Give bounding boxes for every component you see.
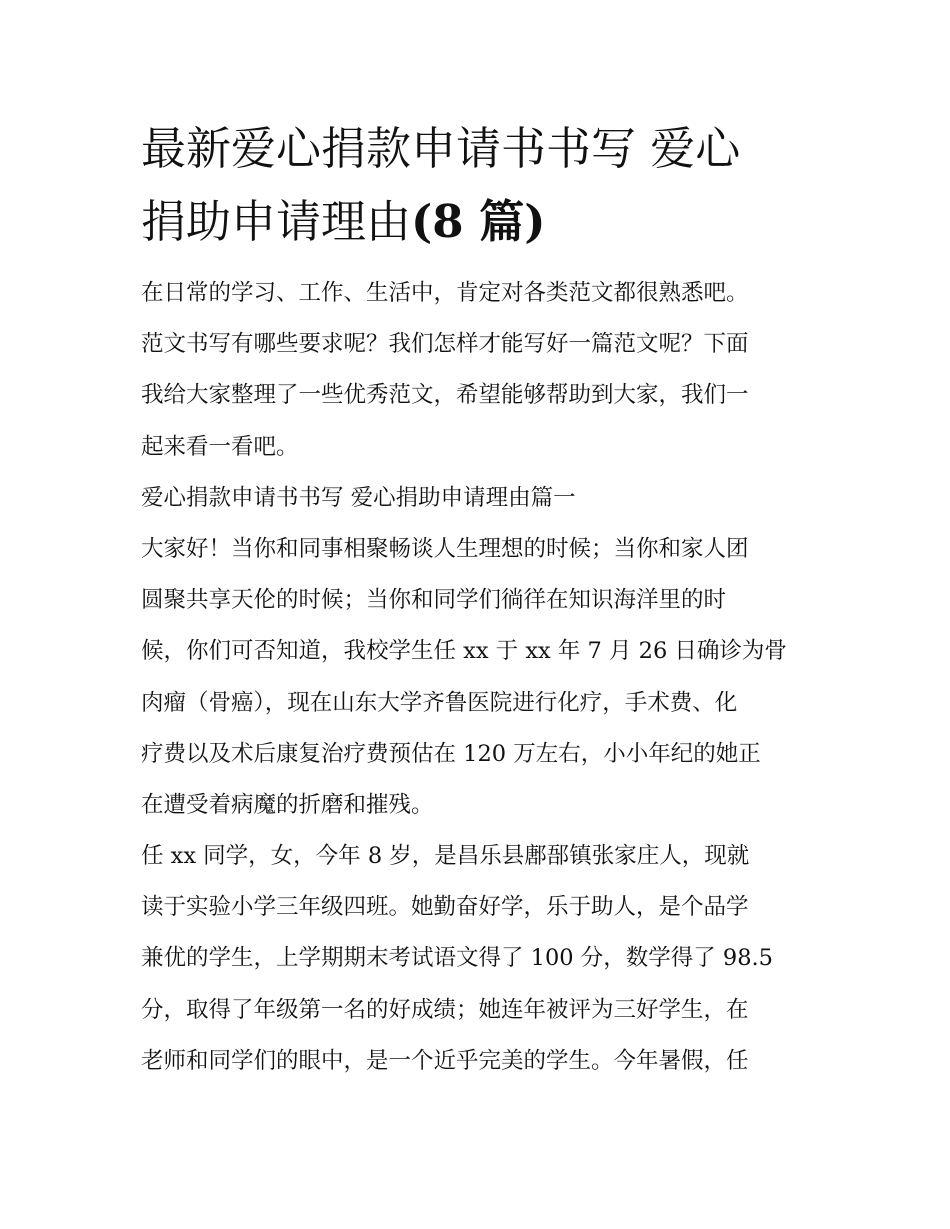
- paragraph-1: [141, 524, 821, 831]
- document-body: [141, 268, 821, 1087]
- document-content: [141, 112, 821, 1087]
- paragraph-line: 圆聚共享天伦的时候；当你和同学们徜徉在知识海洋里的时: [141, 587, 727, 614]
- intro-line: 范文书写有哪些要求呢？我们怎样才能写好一篇范文呢？下面: [141, 331, 749, 358]
- page-title: [141, 112, 821, 258]
- paragraph-line: 在遭受着病魔的折磨和摧残。: [141, 791, 434, 818]
- paragraph-line: 兼优的学生，上学期期末考试语文得了 100 分，数学得了 98.5: [141, 945, 774, 972]
- section-heading-text: 爱心捐款申请书书写 爱心捐助申请理由篇一: [141, 484, 576, 511]
- paragraph-line: 肉瘤（骨癌），现在山东大学齐鲁医院进行化疗，手术费、化: [141, 689, 738, 716]
- title-count: (8 篇): [411, 195, 546, 248]
- section-heading: [141, 473, 821, 524]
- title-line-2: [141, 185, 821, 258]
- paragraph-line: 疗费以及术后康复治疗费预估在 120 万左右，小小年纪的她正: [141, 740, 761, 767]
- title-line-2-text: 捐助申请理由: [141, 195, 412, 248]
- paragraph-2: [141, 831, 821, 1087]
- intro-line: 我给大家整理了一些优秀范文，希望能够帮助到大家，我们一: [141, 382, 749, 409]
- intro-line: 在日常的学习、工作、生活中，肯定对各类范文都很熟悉吧。: [141, 280, 749, 306]
- paragraph-line: 候，你们可否知道，我校学生任 xx 于 xx 年 7 月 26 日确诊为骨: [141, 638, 787, 665]
- intro-paragraph: [141, 268, 821, 473]
- paragraph-line: 分，取得了年级第一名的好成绩；她连年被评为三好学生，在: [141, 996, 749, 1023]
- title-line-1: 最新爱心捐款申请书书写 爱心: [141, 122, 741, 175]
- intro-line: 起来看一看吧。: [141, 433, 299, 460]
- paragraph-line: 大家好！当你和同事相聚畅谈人生理想的时候；当你和家人团: [141, 535, 749, 562]
- paragraph-line: 读于实验小学三年级四班。她勤奋好学，乐于助人，是个品学: [141, 894, 749, 921]
- paragraph-line: 老师和同学们的眼中，是一个近乎完美的学生。今年暑假，任: [141, 1047, 749, 1074]
- paragraph-line: 任 xx 同学，女，今年 8 岁，是昌乐县鄌郚镇张家庄人，现就: [141, 843, 750, 870]
